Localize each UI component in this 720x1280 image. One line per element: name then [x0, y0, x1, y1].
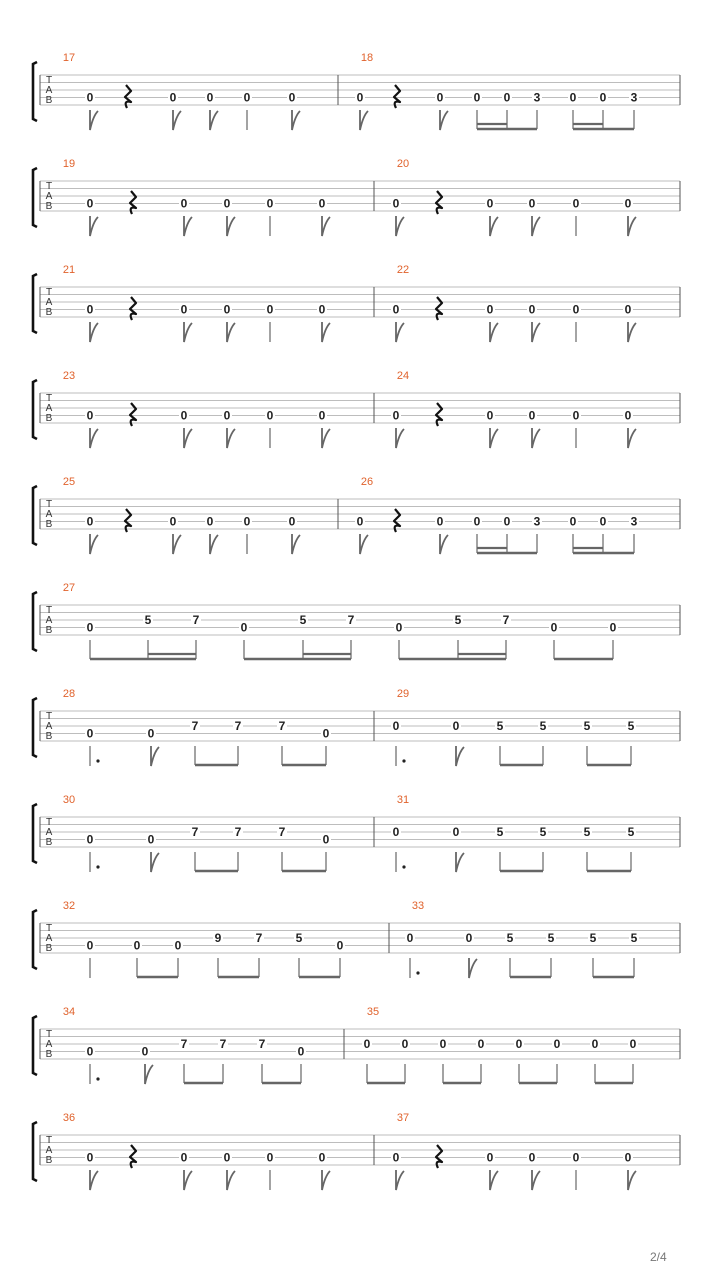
tab-clef-letter: A	[45, 403, 53, 414]
fret-number: 5	[589, 931, 597, 945]
dot	[402, 759, 405, 762]
tab-clef-letter: B	[45, 413, 53, 424]
eighth-note-flag	[628, 428, 636, 448]
measure-number: 23	[62, 370, 76, 382]
eighth-note-flag	[90, 322, 98, 342]
fret-number: 0	[599, 514, 607, 529]
measure-number: 21	[62, 264, 76, 276]
fret-number: 7	[234, 825, 242, 839]
eighth-note-flag	[490, 1170, 498, 1190]
fret-number: 7	[258, 1037, 266, 1051]
fret-number: 0	[180, 408, 188, 423]
fret-number: 0	[86, 1044, 94, 1059]
fret-number: 0	[223, 1150, 231, 1165]
fret-number: 5	[539, 825, 547, 839]
measure-number: 30	[62, 794, 76, 806]
fret-number: 0	[599, 90, 607, 105]
eighth-note-flag	[184, 322, 192, 342]
fret-number: 7	[234, 719, 242, 733]
fret-number: 0	[392, 196, 400, 211]
tab-clef-letter: T	[45, 1135, 53, 1146]
eighth-note-flag	[90, 534, 98, 554]
fret-number: 0	[550, 620, 558, 635]
eighth-note-flag	[90, 110, 98, 130]
eighth-note-flag	[628, 1170, 636, 1190]
fret-number: 0	[624, 302, 632, 317]
tab-clef-letter: A	[45, 85, 53, 96]
fret-number: 7	[192, 613, 200, 627]
measure-number: 32	[62, 900, 76, 912]
fret-number: 0	[515, 1037, 523, 1051]
measure-number: 33	[411, 900, 425, 912]
fret-number: 0	[452, 825, 460, 839]
measure-number: 37	[396, 1112, 410, 1124]
eighth-note-flag	[292, 534, 300, 554]
tab-clef-letter: A	[45, 191, 53, 202]
fret-number: 0	[528, 302, 536, 317]
fret-number: 0	[392, 825, 400, 839]
fret-number: 0	[266, 408, 274, 423]
fret-number: 0	[86, 620, 94, 635]
measure-number: 26	[360, 476, 374, 488]
fret-number: 0	[392, 408, 400, 423]
fret-number: 7	[502, 613, 510, 627]
fret-number: 0	[180, 302, 188, 317]
fret-number: 0	[223, 196, 231, 211]
fret-number: 0	[392, 302, 400, 317]
fret-number: 0	[174, 938, 182, 953]
fret-number: 0	[86, 90, 94, 105]
tab-clef-letter: B	[45, 201, 53, 212]
fret-number: 0	[528, 1150, 536, 1165]
fret-number: 0	[591, 1037, 599, 1051]
measure-number: 34	[62, 1006, 76, 1018]
tab-clef-letter: B	[45, 1049, 53, 1060]
system-bracket	[33, 1122, 37, 1181]
fret-number: 7	[191, 719, 199, 733]
tab-clef-letter: B	[45, 1155, 53, 1166]
fret-number: 0	[572, 302, 580, 317]
fret-number: 0	[572, 408, 580, 423]
eighth-note-flag	[90, 216, 98, 236]
eighth-note-flag	[151, 852, 159, 872]
fret-number: 3	[533, 90, 541, 105]
fret-number: 0	[624, 196, 632, 211]
fret-number: 0	[206, 514, 214, 529]
eighth-note-flag	[90, 1170, 98, 1190]
tab-clef-letter: T	[45, 181, 53, 192]
eighth-note-flag	[440, 110, 448, 130]
system-bracket	[33, 592, 37, 651]
fret-number: 0	[436, 514, 444, 529]
eighth-note-flag	[151, 746, 159, 766]
measure-number: 36	[62, 1112, 76, 1124]
system-bracket	[33, 698, 37, 757]
fret-number: 0	[223, 302, 231, 317]
fret-number: 0	[86, 726, 94, 741]
fret-number: 0	[266, 302, 274, 317]
eighth-note-flag	[145, 1064, 153, 1084]
fret-number: 0	[452, 719, 460, 733]
tab-clef-letter: B	[45, 837, 53, 848]
fret-number: 0	[477, 1037, 485, 1051]
tab-clef-letter: B	[45, 307, 53, 318]
fret-number: 5	[506, 931, 514, 945]
fret-number: 0	[86, 938, 94, 953]
tab-clef-letter: A	[45, 509, 53, 520]
fret-number: 0	[169, 514, 177, 529]
eighth-note-flag	[173, 534, 181, 554]
eighth-note-flag	[532, 322, 540, 342]
eighth-note-flag	[322, 1170, 330, 1190]
fret-number: 0	[318, 196, 326, 211]
fret-number: 7	[219, 1037, 227, 1051]
fret-number: 7	[255, 931, 263, 945]
fret-number: 0	[392, 1150, 400, 1165]
dot	[96, 1077, 99, 1080]
fret-number: 5	[630, 931, 638, 945]
fret-number: 0	[223, 408, 231, 423]
fret-number: 0	[553, 1037, 561, 1051]
measure-number: 22	[396, 264, 410, 276]
fret-number: 0	[86, 408, 94, 423]
measure-number: 31	[396, 794, 410, 806]
eighth-note-flag	[532, 216, 540, 236]
fret-number: 0	[243, 514, 251, 529]
tab-clef-letter: A	[45, 297, 53, 308]
measure-number: 35	[366, 1006, 380, 1018]
tab-clef-letter: B	[45, 943, 53, 954]
fret-number: 0	[609, 620, 617, 635]
eighth-note-flag	[360, 534, 368, 554]
fret-number: 0	[401, 1037, 409, 1051]
measure-number: 29	[396, 688, 410, 700]
measure-number: 28	[62, 688, 76, 700]
fret-number: 0	[243, 90, 251, 105]
fret-number: 5	[539, 719, 547, 733]
eighth-note-flag	[227, 428, 235, 448]
fret-number: 0	[572, 196, 580, 211]
eighth-note-flag	[322, 216, 330, 236]
fret-number: 0	[629, 1037, 637, 1051]
eighth-note-flag	[184, 1170, 192, 1190]
fret-number: 0	[363, 1037, 371, 1051]
tab-clef-letter: A	[45, 827, 53, 838]
tab-clef-letter: T	[45, 75, 53, 86]
fret-number: 0	[473, 90, 481, 105]
fret-number: 7	[191, 825, 199, 839]
tab-clef-letter: A	[45, 1145, 53, 1156]
fret-number: 5	[627, 719, 635, 733]
fret-number: 0	[180, 196, 188, 211]
system-bracket	[33, 910, 37, 969]
fret-number: 5	[627, 825, 635, 839]
fret-number: 0	[528, 196, 536, 211]
fret-number: 0	[266, 196, 274, 211]
fret-number: 0	[473, 514, 481, 529]
fret-number: 5	[454, 613, 462, 627]
tab-clef-letter: T	[45, 923, 53, 934]
tab-clef-letter: B	[45, 519, 53, 530]
fret-number: 0	[147, 832, 155, 847]
eighth-note-flag	[322, 428, 330, 448]
fret-number: 0	[336, 938, 344, 953]
system-bracket	[33, 486, 37, 545]
fret-number: 9	[214, 931, 222, 945]
fret-number: 5	[496, 719, 504, 733]
eighth-note-flag	[227, 1170, 235, 1190]
measure-number: 19	[62, 158, 76, 170]
fret-number: 0	[318, 1150, 326, 1165]
page-number: 2/4	[650, 1250, 667, 1264]
tab-clef-letter: A	[45, 721, 53, 732]
fret-number: 0	[503, 90, 511, 105]
eighth-note-flag	[628, 216, 636, 236]
eighth-note-flag	[360, 110, 368, 130]
fret-number: 0	[569, 90, 577, 105]
fret-number: 0	[86, 196, 94, 211]
eighth-note-flag	[210, 534, 218, 554]
fret-number: 0	[86, 832, 94, 847]
measure-number: 18	[360, 52, 374, 64]
fret-number: 0	[147, 726, 155, 741]
fret-number: 0	[86, 1150, 94, 1165]
fret-number: 7	[278, 719, 286, 733]
system-bracket	[33, 380, 37, 439]
fret-number: 0	[322, 726, 330, 741]
fret-number: 0	[297, 1044, 305, 1059]
fret-number: 0	[569, 514, 577, 529]
tab-clef-letter: T	[45, 499, 53, 510]
eighth-note-flag	[396, 1170, 404, 1190]
fret-number: 0	[322, 832, 330, 847]
tab-clef-letter: A	[45, 615, 53, 626]
fret-number: 0	[406, 931, 414, 945]
eighth-note-flag	[628, 322, 636, 342]
system-bracket	[33, 168, 37, 227]
eighth-note-flag	[184, 216, 192, 236]
tab-clef-letter: T	[45, 817, 53, 828]
dot	[96, 865, 99, 868]
fret-number: 0	[318, 302, 326, 317]
measure-number: 17	[62, 52, 76, 64]
eighth-note-flag	[173, 110, 181, 130]
tab-clef-letter: B	[45, 731, 53, 742]
eighth-note-flag	[490, 216, 498, 236]
eighth-note-flag	[292, 110, 300, 130]
dot	[402, 865, 405, 868]
fret-number: 0	[439, 1037, 447, 1051]
system-bracket	[33, 1016, 37, 1075]
fret-number: 0	[356, 514, 364, 529]
eighth-note-flag	[210, 110, 218, 130]
fret-number: 0	[86, 302, 94, 317]
fret-number: 0	[486, 408, 494, 423]
fret-number: 0	[288, 90, 296, 105]
tab-clef-letter: T	[45, 393, 53, 404]
eighth-note-flag	[490, 322, 498, 342]
fret-number: 0	[356, 90, 364, 105]
measure-number: 20	[396, 158, 410, 170]
system-bracket	[33, 274, 37, 333]
fret-number: 0	[486, 302, 494, 317]
eighth-note-flag	[322, 322, 330, 342]
eighth-note-flag	[396, 216, 404, 236]
fret-number: 0	[624, 1150, 632, 1165]
fret-number: 0	[141, 1044, 149, 1059]
fret-number: 0	[180, 1150, 188, 1165]
fret-number: 0	[572, 1150, 580, 1165]
fret-number: 0	[169, 90, 177, 105]
dot	[96, 759, 99, 762]
eighth-note-flag	[90, 428, 98, 448]
measure-number: 25	[62, 476, 76, 488]
tab-clef-letter: B	[45, 95, 53, 106]
fret-number: 0	[133, 938, 141, 953]
fret-number: 5	[547, 931, 555, 945]
fret-number: 7	[180, 1037, 188, 1051]
fret-number: 3	[630, 514, 638, 529]
eighth-note-flag	[532, 428, 540, 448]
eighth-note-flag	[440, 534, 448, 554]
fret-number: 0	[486, 196, 494, 211]
fret-number: 5	[144, 613, 152, 627]
fret-number: 0	[392, 719, 400, 733]
fret-number: 5	[295, 931, 303, 945]
fret-number: 0	[318, 408, 326, 423]
fret-number: 0	[86, 514, 94, 529]
eighth-note-flag	[490, 428, 498, 448]
fret-number: 3	[630, 90, 638, 105]
fret-number: 0	[395, 620, 403, 635]
fret-number: 0	[240, 620, 248, 635]
eighth-note-flag	[396, 322, 404, 342]
fret-number: 7	[278, 825, 286, 839]
tab-clef-letter: A	[45, 933, 53, 944]
system-bracket	[33, 804, 37, 863]
fret-number: 3	[533, 514, 541, 529]
fret-number: 0	[206, 90, 214, 105]
fret-number: 0	[436, 90, 444, 105]
tab-clef-letter: A	[45, 1039, 53, 1050]
fret-number: 5	[299, 613, 307, 627]
dot	[416, 971, 419, 974]
tab-clef-letter: B	[45, 625, 53, 636]
eighth-note-flag	[469, 958, 477, 978]
fret-number: 5	[583, 825, 591, 839]
eighth-note-flag	[456, 746, 464, 766]
fret-number: 0	[288, 514, 296, 529]
fret-number: 0	[465, 931, 473, 945]
fret-number: 0	[266, 1150, 274, 1165]
tab-clef-letter: T	[45, 1029, 53, 1040]
eighth-note-flag	[532, 1170, 540, 1190]
fret-number: 0	[624, 408, 632, 423]
fret-number: 7	[347, 613, 355, 627]
fret-number: 5	[583, 719, 591, 733]
measure-number: 27	[62, 582, 76, 594]
eighth-note-flag	[456, 852, 464, 872]
fret-number: 5	[496, 825, 504, 839]
fret-number: 0	[503, 514, 511, 529]
eighth-note-flag	[227, 322, 235, 342]
tab-clef-letter: T	[45, 287, 53, 298]
eighth-note-flag	[396, 428, 404, 448]
fret-number: 0	[486, 1150, 494, 1165]
system-bracket	[33, 62, 37, 121]
measure-number: 24	[396, 370, 410, 382]
fret-number: 0	[528, 408, 536, 423]
eighth-note-flag	[184, 428, 192, 448]
tab-clef-letter: T	[45, 605, 53, 616]
eighth-note-flag	[227, 216, 235, 236]
tab-clef-letter: T	[45, 711, 53, 722]
